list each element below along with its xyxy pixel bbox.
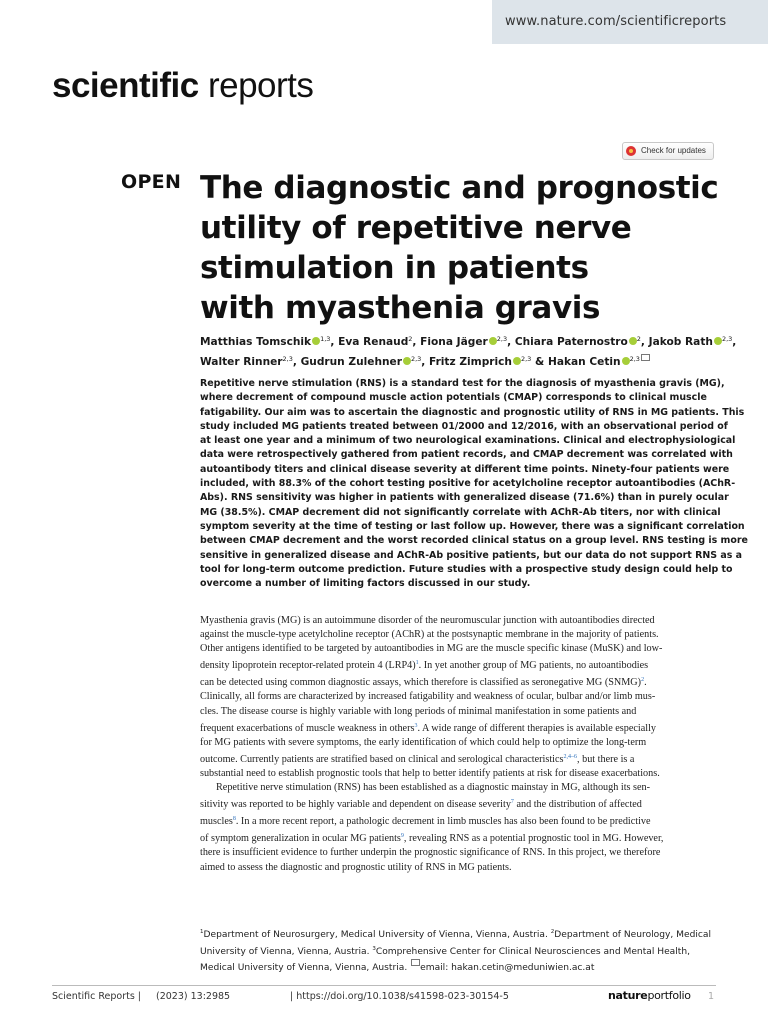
body-line: for MG patients with severe symptoms, the early identification of which could help to optimize the long-term (200, 736, 647, 748)
journal-logo-light: reports (198, 66, 314, 105)
body-text-segment: . (644, 677, 647, 689)
author-name[interactable]: Fiona Jäger (420, 336, 488, 348)
body-text-segment: , revealing RNS as a potential prognostic tool in MG. However, (403, 833, 664, 845)
abstract-line: between CMAP decrement and the worst recorded clinical status on a group level. RNS testing is more (200, 535, 748, 547)
abstract-line: at least one year and a minimum of two neurological examinations. Clinical and electrophysiological (200, 435, 736, 447)
body-line (200, 750, 720, 767)
abstract-line: sensitive in generalized disease and AChR-Ab positive patients, but our data do not support RNS as a (200, 549, 742, 561)
body-text-segment: , but there is a (577, 753, 635, 765)
body-text-segment: outcome. Currently patients are stratified based on clinical and serological characteristics (200, 753, 564, 765)
author-name[interactable]: Chiara Paternostro (514, 336, 628, 348)
body-line (200, 795, 720, 812)
body-text-segment: sitivity was reported to be highly variable and dependent on disease severity (200, 799, 511, 811)
body-line (200, 812, 720, 829)
citation-link[interactable]: 2 (641, 677, 645, 684)
affiliation-text: Medical University of Vienna, Vienna, Austria. (200, 963, 411, 974)
affiliation-text: University of Vienna, Vienna, Austria. (200, 946, 373, 957)
orcid-icon[interactable] (513, 357, 521, 365)
article-title (200, 168, 719, 328)
abstract-line: tool for long-term outcome prediction. Future studies with a prospective study design could help to (200, 563, 733, 575)
journal-url-banner (492, 0, 768, 44)
author-name[interactable]: Gudrun Zulehner (300, 356, 402, 368)
abstract-line: included, with 88.3% of the cohort testing positive for acetylcholine receptor autoantibodies (AChR- (200, 478, 736, 490)
body-text-segment: . In a more recent report, a pathologic decrement in limb muscles has also been found to be predictive (235, 816, 651, 828)
body-text-segment: frequent exacerbations of muscle weakness in others (200, 722, 415, 734)
abstract-line: Repetitive nerve stimulation (RNS) is a standard test for the diagnosis of myasthenia gravis (MG), (200, 378, 725, 389)
author-conjunction: & (535, 356, 545, 368)
abstract-line: fatigability. Our aim was to ascertain the diagnostic and prognostic utility of RNS in MG patients. This (200, 406, 745, 418)
author-affil: 2,3 (282, 355, 293, 363)
author-affil: 2,3 (520, 355, 532, 363)
affil-number: 2 (550, 929, 555, 935)
publisher-logo-bold: nature (608, 989, 648, 1002)
title-line: utility of repetitive nerve (200, 210, 632, 246)
title-line: stimulation in patients (200, 250, 589, 286)
author-list: Matthias Tomschik $^{1,3}$, Eva Renaud$^2$, Fiona Jäger $^{2,3}$, Chiara Paternostro $^2$, Jakob Rath $^{2,3}$, Walter Rinner$^{2,3}$, Gudrun Zulehner $^{2,3}$, Fritz Zimprich $^{2,3}$ & Hakan Cetin $^{2,3}$ (200, 335, 737, 368)
body-line: Myasthenia gravis (MG) is an autoimmune disorder of the neuromuscular junction with autoantibodies directed (200, 615, 655, 626)
orcid-icon[interactable] (489, 337, 497, 345)
body-text-segment: can be detected using common diagnostic assays, which therefore is classified as seronegative MG (SNMG) (200, 677, 642, 689)
author-affil: 1,3 (320, 335, 331, 343)
page-number: 1 (708, 991, 715, 1002)
footer-citation: (2023) 13:2985 (156, 991, 231, 1002)
email-icon (411, 959, 420, 966)
body-line (200, 829, 720, 846)
orcid-icon[interactable] (312, 337, 320, 345)
open-access-label: OPEN (121, 171, 182, 193)
body-text-segment: and the distribution of affected (513, 799, 642, 811)
footer-doi[interactable]: | https://doi.org/10.1038/s41598-023-30154-5 (290, 991, 509, 1002)
title-line: The diagnostic and prognostic (200, 170, 719, 206)
publisher-logo (608, 989, 691, 1002)
footer-journal: Scientific Reports | (52, 991, 142, 1002)
citation-link[interactable]: 9 (400, 833, 404, 840)
author-affil: 2,3 (629, 355, 640, 363)
affil-number: 3 (372, 945, 376, 952)
citation-link[interactable]: 3 (414, 722, 418, 729)
abstract-line: autoantibody titers and clinical disease severity at different time points. Ninety-four patients were (200, 463, 730, 475)
author-affil: 2,3 (410, 355, 422, 363)
body-line: Other antigens identified to be targeted by autoantibodies in MG are the muscle specific kinase (MuSK) and low- (200, 643, 663, 655)
abstract-line: MG (38.5%). CMAP decrement did not significantly correlate with AChR-Ab titers, nor with clinical (200, 506, 721, 518)
citation-link[interactable]: 8 (232, 816, 236, 823)
citation-link[interactable]: 1 (415, 660, 419, 667)
author-name[interactable]: Walter Rinner (200, 356, 283, 368)
corresponding-email[interactable]: email: hakan.cetin@meduniwien.ac.at (420, 963, 595, 974)
body-text-segment: . In yet another group of MG patients, no autoantibodies (418, 660, 649, 672)
author-name[interactable]: Matthias Tomschik (200, 336, 312, 348)
abstract-line: Abs). RNS sensitivity was higher in patients with generalized disease (71.6%) than in purely ocular (200, 492, 729, 504)
affiliation-line (200, 926, 720, 943)
affiliation-text: Department of Neurosurgery, Medical University of Vienna, Vienna, Austria. (203, 930, 551, 940)
abstract-line: where decrement of compound muscle action potentials (CMAP) corresponds to clinical muscle (200, 392, 707, 404)
body-text-segment: muscles (200, 816, 233, 828)
body-line (200, 673, 720, 690)
orcid-icon[interactable] (629, 337, 637, 345)
body-line: against the muscle-type acetylcholine receptor (AChR) at the postsynaptic membrane in the majority of patients. (200, 629, 659, 641)
abstract-line: overcome a number of limiting factors discussed in our study. (200, 578, 531, 590)
citation-link[interactable]: 2,4–6 (563, 753, 577, 760)
affiliation-line (200, 959, 720, 976)
abstract-line: study included MG patients treated between 01/2000 and 12/2016, with an observational period of (200, 420, 728, 432)
affil-number: 1 (200, 929, 204, 935)
check-for-updates-button[interactable] (622, 142, 714, 160)
orcid-icon[interactable] (403, 357, 411, 365)
crossmark-icon (626, 146, 636, 156)
body-line (200, 719, 720, 736)
author-name[interactable]: Hakan Cetin (547, 356, 621, 368)
publisher-logo-light: portfolio (647, 989, 691, 1002)
journal-url[interactable]: www.nature.com/scientificreports (505, 14, 727, 29)
journal-logo (52, 66, 313, 106)
body-line: aimed to assess the diagnostic and prognostic utility of RNS in MG patients. (200, 861, 512, 873)
abstract-line: symptom severity at the time of testing or last follow up. However, there was a significant correlation (200, 520, 745, 532)
author-affil: 2 (408, 335, 413, 343)
body-line: substantial need to establish prognostic tools that help to better identify patients at risk for disease exacerbations. (200, 767, 660, 779)
author-affil: 2 (636, 335, 641, 343)
body-text-segment: of symptom generalization in ocular MG patients (200, 833, 401, 845)
body-line: there is insufficient evidence to further underpin the prognostic significance of RNS. In this project, we therefore (200, 847, 661, 859)
body-line: Clinically, all forms are characterized by increased fatigability and weakness of ocular, bulbar and/or limb mus- (200, 691, 656, 703)
title-line: with myasthenia gravis (200, 290, 601, 326)
author-affil: 2,3 (496, 335, 508, 343)
abstract (200, 377, 748, 591)
author-name[interactable]: Eva Renaud (338, 336, 409, 348)
citation-link[interactable]: 7 (510, 799, 514, 806)
author-name[interactable]: Fritz Zimprich (429, 356, 512, 368)
affiliation-line (200, 943, 720, 960)
affiliation-text: Department of Neurology, Medical (554, 930, 711, 940)
affiliations (200, 926, 720, 976)
body-text-segment: density lipoprotein receptor-related protein 4 (LRP4) (200, 660, 416, 672)
footer-divider (52, 985, 716, 986)
journal-logo-bold: scientific (52, 66, 199, 105)
check-for-updates-label: Check for updates (641, 146, 706, 155)
abstract-line: data were retrospectively gathered from patient records, and CMAP decrement was correlated with (200, 449, 733, 461)
body-line: Repetitive nerve stimulation (RNS) has been established as a diagnostic mainstay in MG, although its sen- (216, 782, 651, 794)
orcid-icon[interactable] (622, 357, 630, 365)
body-line (200, 656, 720, 673)
author-affil: 2,3 (721, 335, 733, 343)
orcid-icon[interactable] (714, 337, 722, 345)
affiliation-text: Comprehensive Center for Clinical Neurosciences and Mental Health, (375, 946, 690, 957)
body-text-segment: . A wide range of different therapies is available especially (417, 722, 656, 734)
introduction-text (200, 614, 720, 875)
email-icon[interactable] (641, 354, 650, 361)
author-name[interactable]: Jakob Rath (648, 336, 713, 348)
body-line: cles. The disease course is highly variable with long periods of minimal manifestation in some patients and (200, 705, 637, 717)
